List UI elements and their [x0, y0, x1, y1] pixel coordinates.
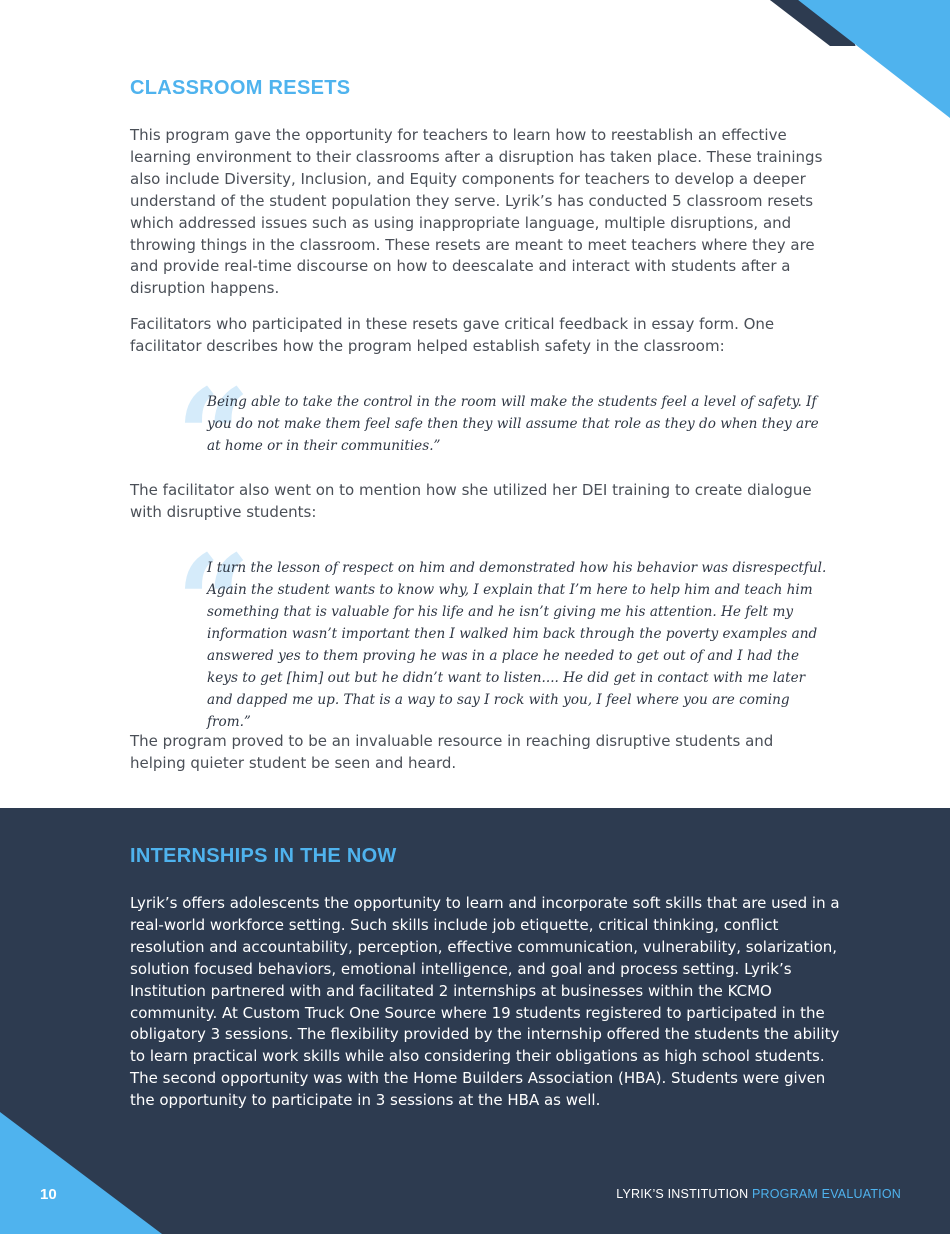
facilitator-quote-2: I turn the lesson of respect on him and demonstrated how his behavior was disrespectful. Again the student wants to know why, I explain that I’m here to help him and teach him something that is valuable for his life and he isn’t giving me his attention. He felt my information wasn’t important then I walked him back through the poverty examples and answered yes to them proving he was in a place he needed to get out of and I had the keys to get [him] out but he didn’t want to listen.... He did get in contact with me later and dapped me up. That is a way to say I rock with you, I feel where you are coming from.” [207, 560, 827, 730]
footer-org: LYRIK’S INSTITUTION [616, 1187, 749, 1201]
footer-doc-title: PROGRAM EVALUATION [752, 1187, 901, 1201]
quote-mark-icon: “ [176, 526, 251, 679]
footer-title [616, 1187, 901, 1201]
classroom-resets-paragraph-3: The facilitator also went on to mention how she utilized her DEI training to create dialogue with disruptive students: [130, 481, 812, 521]
facilitator-quote-1: Being able to take the control in the room will make the students feel a level of safety. If you do not make them feel safe then they will assume that role as they do when they are at home or in their communities.” [207, 394, 819, 454]
corner-decoration-bottom-left [0, 1112, 162, 1234]
classroom-resets-paragraph-1: This program gave the opportunity for teachers to learn how to reestablish an effective learning environment to their classrooms after a disruption has taken place. These trainings also include Diversity, Inclusion, and Equity components for teachers to develop a deeper understand of the student population they serve. Lyrik’s has conducted 5 classroom resets which addressed issues such as using inappropriate language, multiple disruptions, and throwing things in the classroom. These resets are meant to meet teachers where they are and provide real-time discourse on how to deescalate and interact with students after a disruption happens. [130, 126, 823, 298]
classroom-resets-paragraph-4: The program proved to be an invaluable resource in reaching disruptive students and helping quieter student be seen and heard. [130, 732, 774, 772]
page-number: 10 [40, 1186, 57, 1203]
quote-mark-icon: “ [176, 360, 251, 513]
internships-paragraph: Lyrik’s offers adolescents the opportunity to learn and incorporate soft skills that are used in a real-world workforce setting. Such skills include job etiquette, critical thinking, conflict resolution and accountability, perception, effective communication, vulnerability, solarization, solution focused behaviors, emotional intelligence, and goal and process setting. Lyrik’s Institution partnered with and facilitated 2 internships at businesses within the KCMO community. At Custom Truck One Source where 19 students registered to participated in the obligatory 3 sessions. The flexibility provided by the internship offered the students the ability to learn practical work skills while also considering their obligations as high school students. The second opportunity was with the Home Builders Association (HBA). Students were given the opportunity to participate in 3 sessions at the HBA as well. [130, 894, 840, 1110]
classroom-resets-paragraph-2: Facilitators who participated in these resets gave critical feedback in essay form. One facilitator describes how the program helped establish safety in the classroom: [130, 315, 775, 355]
classroom-resets-heading: CLASSROOM RESETS [130, 77, 351, 99]
internships-heading: INTERNSHIPS IN THE NOW [130, 845, 397, 867]
